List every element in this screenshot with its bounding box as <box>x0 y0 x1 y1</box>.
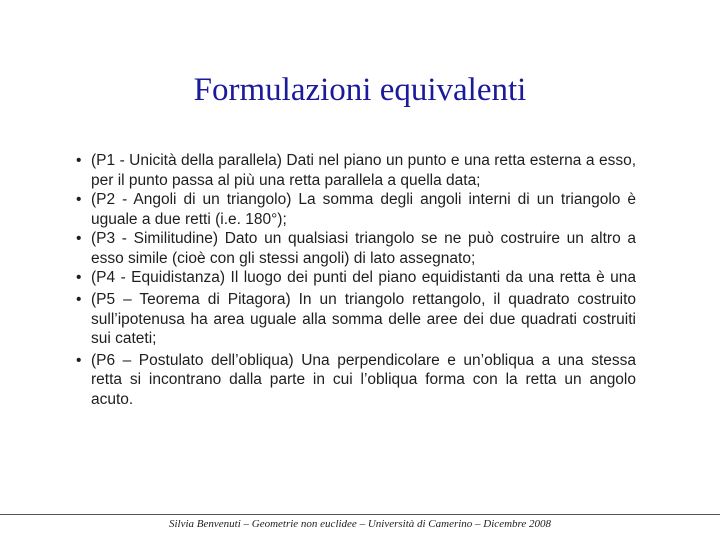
footer-divider <box>0 514 720 515</box>
bullet-p1: • (P1 - Unicità della parallela) Dati nel piano un punto e una retta esterna a esso, per il punto passa al più una retta parallela a quella data; <box>76 151 636 190</box>
bullet-p6: • (P6 – Postulato dell’obliqua) Una perpendicolare e un’obliqua a una stessa retta si incontrano dalla parte in cui l’obliqua forma con la retta un angolo acuto. <box>76 351 636 410</box>
bullet-p2: • (P2 - Angoli di un triangolo) La somma degli angoli interni di un triangolo è uguale a due retti (i.e. 180°); <box>76 190 636 229</box>
slide-footer: Silvia Benvenuti – Geometrie non euclidee – Università di Camerino – Dicembre 2008 <box>168 518 552 530</box>
postulate-list <box>76 151 636 409</box>
bullet-p4 <box>76 268 636 288</box>
bullet-p3: • (P3 - Similitudine) Dato un qualsiasi triangolo se ne può costruire un altro a esso simile (cioè con gli stessi angoli) di lato assegnato; <box>76 229 636 268</box>
slide-title: Formulazioni equivalenti <box>193 72 527 108</box>
bullet-p5: • (P5 – Teorema di Pitagora) In un triangolo rettangolo, il quadrato costruito sull’ipotenusa ha area uguale alla somma delle aree dei due quadrati costruiti sui cateti; <box>76 290 636 349</box>
bullet-p4-text: (P4 - Equidistanza) Il luogo dei punti del piano equidistanti da una retta è una <box>91 269 636 286</box>
